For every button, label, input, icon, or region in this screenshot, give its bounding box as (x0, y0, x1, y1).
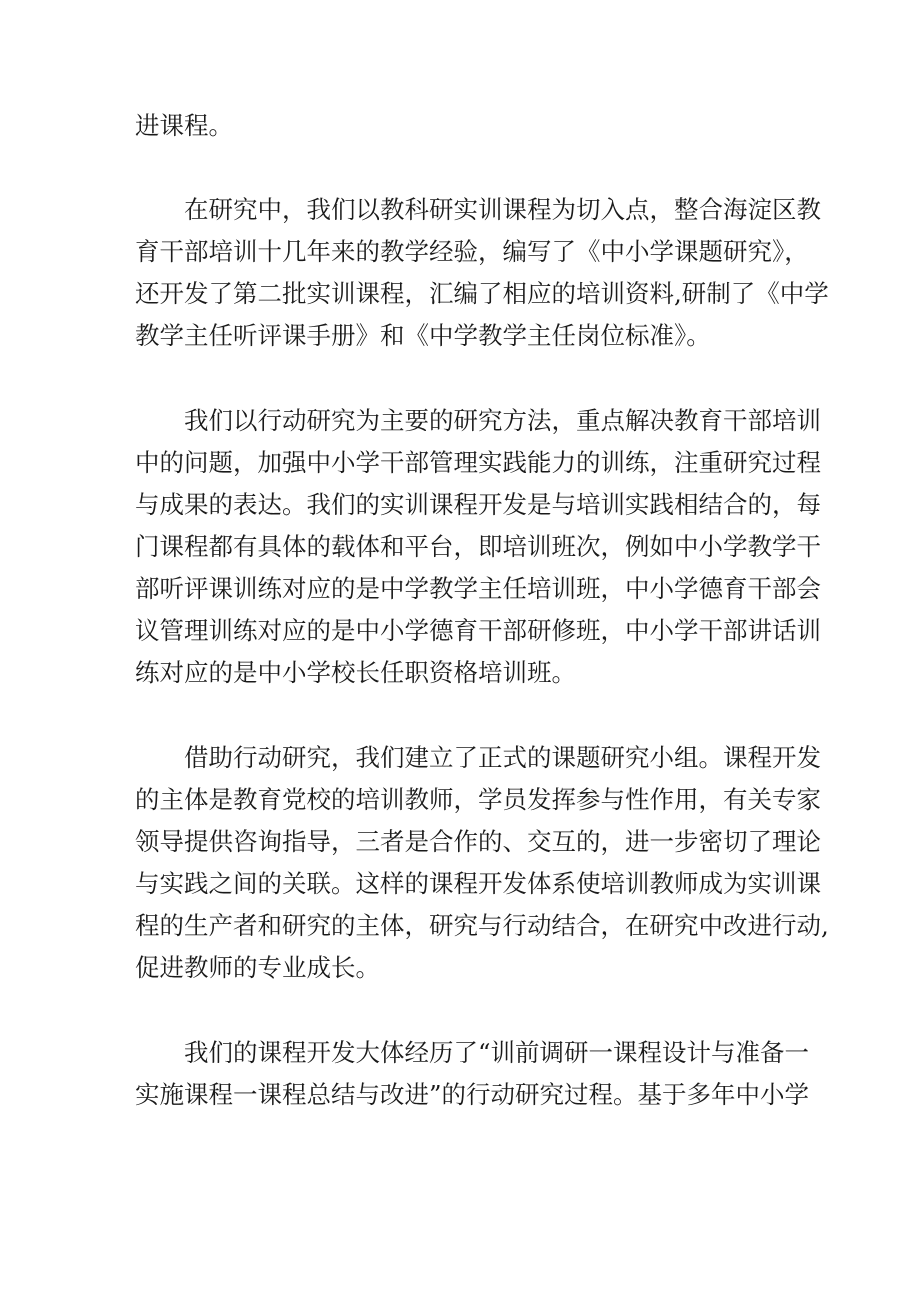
text-line: 议管理训练对应的是中小学德育干部研修班，中小学干部讲话训 (135, 616, 821, 645)
text-line: 育干部培训十几年来的教学经验，编写了《中小学课题研究》， (135, 237, 809, 266)
text-line: 借助行动研究，我们建立了正式的课题研究小组。课程开发 (184, 743, 821, 772)
text-line: 中的问题，加强中小学干部管理实践能力的训练，注重研究过程 (135, 448, 821, 477)
text-line: 部听评课训练对应的是中学教学主任培训班，中小学德育干部会 (135, 574, 821, 603)
text-line: 在研究中，我们以教科研实训课程为切入点，整合海淀区教 (184, 195, 821, 224)
text-line: 实施课程一课程总结与改进”的行动研究过程。基于多年中小学 (135, 1080, 810, 1109)
text-line: 我们的课程开发大体经历了“训前调研一课程设计与准备一 (184, 1038, 810, 1067)
text-line: 进课程。 (135, 111, 233, 140)
text-line: 促进教师的专业成长。 (135, 953, 380, 982)
text-line: 练对应的是中小学校长任职资格培训班。 (135, 658, 576, 687)
text-line: 程的生产者和研究的主体，研究与行动结合，在研究中改进行动, (135, 911, 829, 940)
text-line: 与实践之间的关联。这样的课程开发体系使培训教师成为实训课 (135, 869, 821, 898)
text-line: 教学主任听评课手册》和《中学教学主任岗位标准》。 (135, 321, 711, 350)
text-line: 我们以行动研究为主要的研究方法，重点解决教育干部培训 (184, 406, 821, 435)
text-line: 领导提供咨询指导，三者是合作的、交互的，进一步密切了理论 (135, 827, 821, 856)
text-line: 与成果的表达。我们的实训课程开发是与培训实践相结合的，每 (135, 490, 821, 519)
text-line: 还开发了第二批实训课程，汇编了相应的培训资料,研制了《中学 (135, 279, 829, 308)
text-line: 的主体是教育党校的培训教师，学员发挥参与性作用，有关专家 (135, 785, 821, 814)
text-line: 门课程都有具体的载体和平台，即培训班次，例如中小学教学干 (135, 532, 821, 561)
